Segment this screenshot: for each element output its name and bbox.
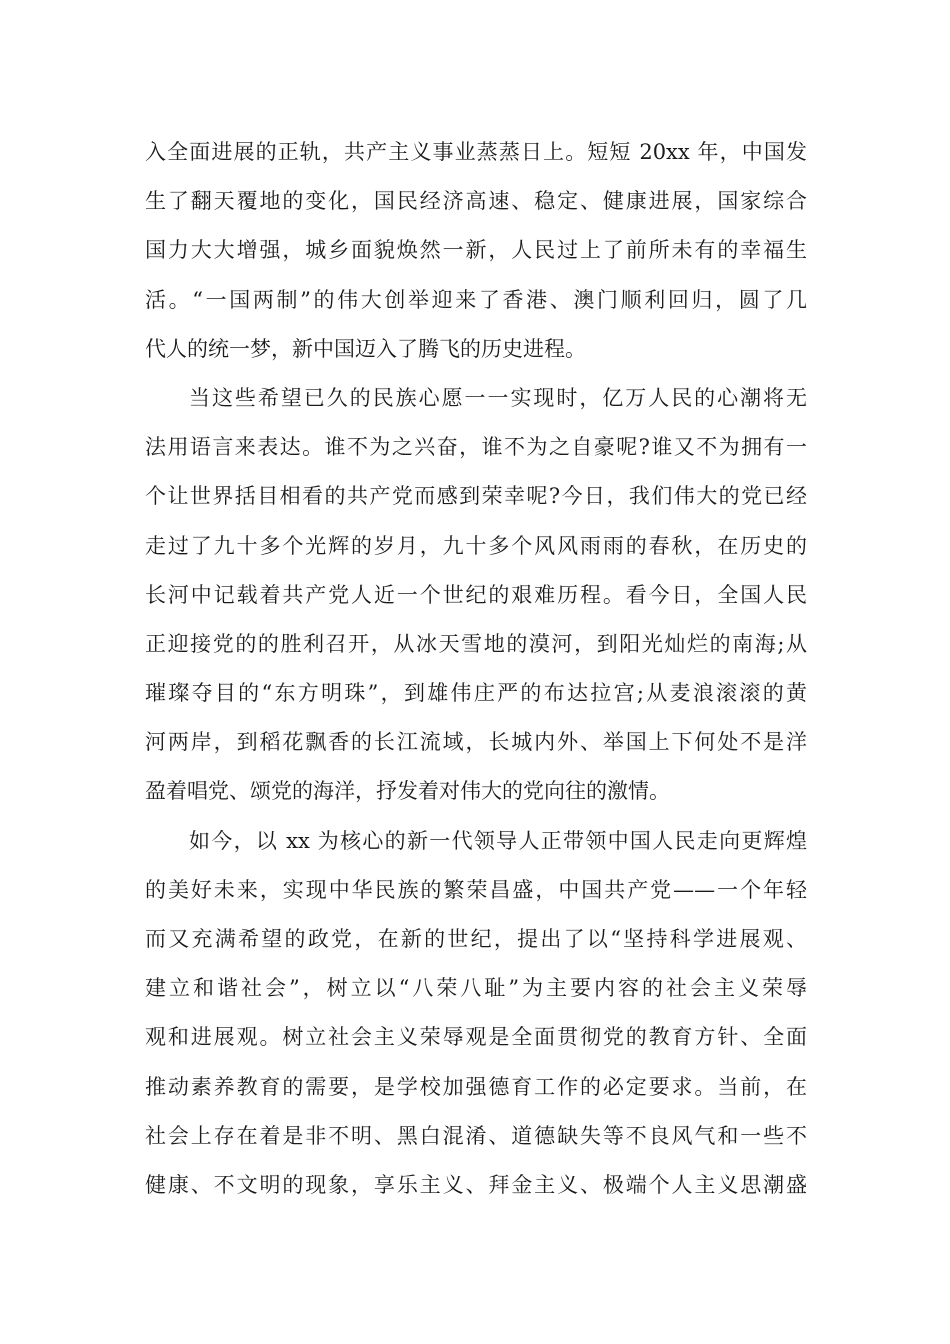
body-text [145,128,807,1210]
text-line: 璀璨夺目的“东方明珠”，到雄伟庄严的布达拉宫;从麦浪滚滚的黄 [145,681,807,706]
text-line: 活。“一国两制”的伟大创举迎来了香港、澳门顺利回归，圆了几 [145,287,807,312]
text-line: 法用语言来表达。谁不为之兴奋，谁不为之自豪呢?谁又不为拥有一 [145,435,807,460]
text-line: 建立和谐社会”，树立以“八荣八耻”为主要内容的社会主义荣辱 [145,976,807,1001]
text-line: 如今，以 xx 为核心的新一代领导人正带领中国人民走向更辉煌 [189,828,807,853]
text-line: 正迎接党的的胜利召开，从冰天雪地的漠河，到阳光灿烂的南海;从 [145,631,807,656]
text-line: 观和进展观。树立社会主义荣辱观是全面贯彻党的教育方针、全面 [145,1025,807,1050]
text-line: 河两岸，到稻花飘香的长江流域，长城内外、举国上下何处不是洋 [145,730,807,755]
text-line: 而又充满希望的政党，在新的世纪，提出了以“坚持科学进展观、 [145,927,807,951]
text-line: 健康、不文明的现象，享乐主义、拜金主义、极端个人主义思潮盛 [145,1172,807,1197]
text-line: 的美好未来，实现中华民族的繁荣昌盛，中国共产党——一个年轻 [145,877,807,902]
text-line: 社会上存在着是非不明、黑白混淆、道德缺失等不良风气和一些不 [145,1123,807,1148]
text-line: 生了翻天覆地的变化，国民经济高速、稳定、健康进展，国家综合 [145,189,807,214]
text-line: 国力大大增强，城乡面貌焕然一新，人民过上了前所未有的幸福生 [145,238,807,263]
text-line: 代人的统一梦，新中国迈入了腾飞的历史进程。 [145,336,586,361]
text-line: 长河中记载着共产党人近一个世纪的艰难历程。看今日，全国人民 [145,582,807,607]
text-line: 入全面进展的正轨，共产主义事业蒸蒸日上。短短 20xx 年，中国发 [145,140,807,164]
text-line: 当这些希望已久的民族心愿一一实现时，亿万人民的心潮将无 [189,385,807,410]
text-line: 个让世界括目相看的共产党而感到荣幸呢?今日，我们伟大的党已经 [145,484,807,509]
text-line: 盈着唱党、颂党的海洋，抒发着对伟大的党向往的激情。 [145,779,670,804]
text-line: 推动素养教育的需要，是学校加强德育工作的必定要求。当前，在 [145,1074,807,1099]
text-line: 走过了九十多个光辉的岁月，九十多个风风雨雨的春秋，在历史的 [145,533,807,558]
